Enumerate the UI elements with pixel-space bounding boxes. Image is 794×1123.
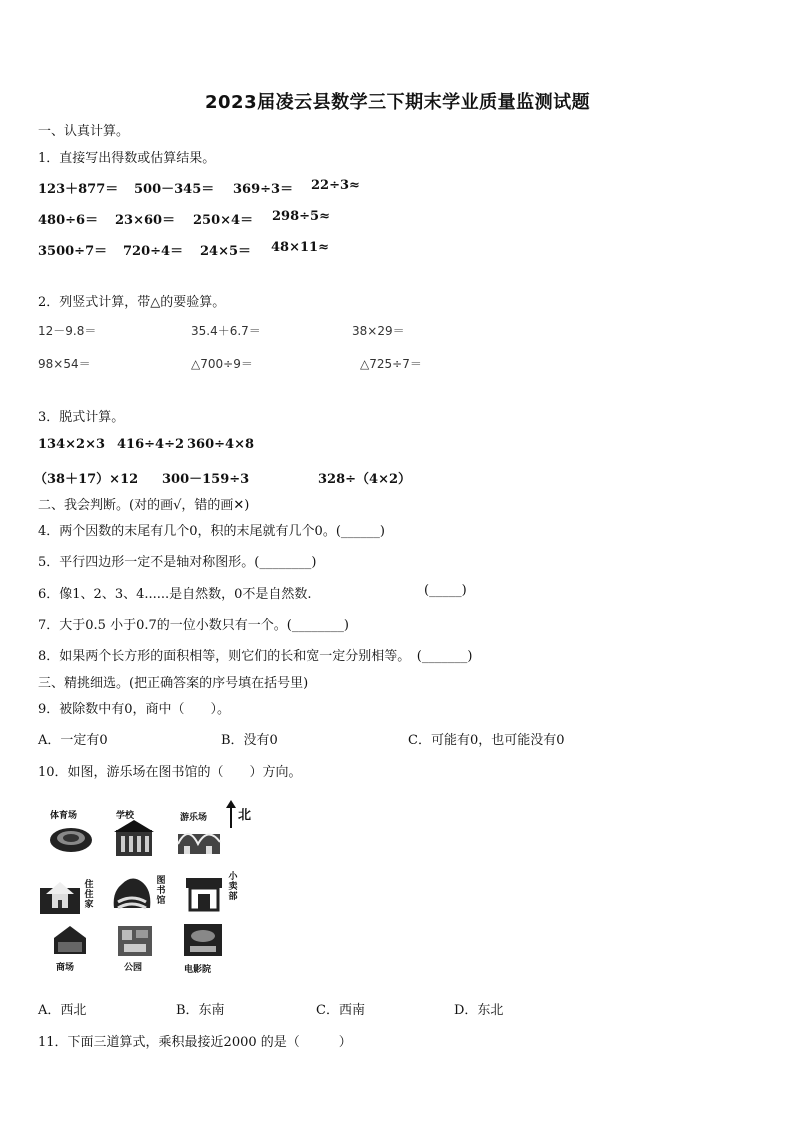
library-label: 图书馆 xyxy=(156,876,166,906)
calc-item: 250×4＝ xyxy=(193,213,254,228)
question-1-label: 1．直接写出得数或估算结果。 xyxy=(38,151,216,166)
section-heading-2: 二、我会判断。(对的画√，错的画✕) xyxy=(38,498,250,513)
option-c: C．可能有0，也可能没有0 xyxy=(408,733,565,748)
gym-icon xyxy=(48,818,94,864)
page-title: 2023届凌云县数学三下期末学业质量监测试题 xyxy=(205,92,591,113)
vertical-calc-item: 38×29＝ xyxy=(352,324,405,338)
arrow-head-icon xyxy=(226,800,236,808)
calc-item: 298÷5≈ xyxy=(272,209,330,224)
question-6: 6．像1、2、3、4......是自然数，0不是自然数. xyxy=(38,587,312,602)
option-d: D．东北 xyxy=(454,1003,504,1018)
calc-item: 720÷4＝ xyxy=(123,244,184,259)
question-11: 11．下面三道算式，乘积最接近2000 的是（ ） xyxy=(38,1035,352,1050)
amusement-park-label: 游乐场 xyxy=(180,813,208,823)
north-label: 北 xyxy=(238,808,252,823)
school-icon xyxy=(112,818,158,864)
question-5: 5．平行四边形一定不是轴对称图形。(________) xyxy=(38,555,317,570)
store-icon xyxy=(184,876,230,922)
mixed-calc-item: 360÷4×8 xyxy=(187,437,255,452)
store-label: 小卖部 xyxy=(228,872,238,902)
question-8: 8．如果两个长方形的面积相等，则它们的长和宽一定分别相等。 (_______) xyxy=(38,649,473,664)
school-label: 学校 xyxy=(116,811,135,821)
section-heading-3: 三、精挑细选。(把正确答案的序号填在括号里) xyxy=(38,676,309,691)
gym-label: 体育场 xyxy=(50,811,78,821)
vertical-calc-item: 12－9.8＝ xyxy=(38,324,97,338)
option-a: A．西北 xyxy=(38,1003,87,1018)
mall-label: 商场 xyxy=(56,963,75,973)
calc-item: 24×5＝ xyxy=(200,244,252,259)
mixed-calc-item: 134×2×3 xyxy=(38,437,106,452)
question-9: 9．被除数中有0，商中（ ）。 xyxy=(38,702,231,717)
amusement-park-icon xyxy=(176,820,222,866)
vertical-calc-item: △700÷9＝ xyxy=(191,357,253,371)
answer-blank-6: (_____) xyxy=(424,583,467,598)
vertical-calc-item: △725÷7＝ xyxy=(360,357,422,371)
calc-item: 123＋877＝ xyxy=(38,182,119,197)
calc-item: 22÷3≈ xyxy=(311,178,360,193)
question-4: 4．两个因数的末尾有几个0，积的末尾就有几个0。(______) xyxy=(38,524,385,539)
calc-item: 3500÷7＝ xyxy=(38,244,108,259)
calc-item: 500－345＝ xyxy=(134,182,215,197)
mixed-calc-item: （38＋17）×12 xyxy=(34,472,139,487)
calc-item: 369÷3＝ xyxy=(233,182,294,197)
option-b: B．东南 xyxy=(176,1003,225,1018)
cinema-label: 电影院 xyxy=(184,965,212,975)
mixed-calc-item: 328÷（4×2） xyxy=(318,472,412,487)
calc-item: 480÷6＝ xyxy=(38,213,99,228)
library-icon xyxy=(110,872,156,918)
direction-map-figure xyxy=(40,800,270,980)
question-2-label: 2．列竖式计算，带△的要验算。 xyxy=(38,295,226,310)
vertical-calc-item: 35.4＋6.7＝ xyxy=(191,324,261,338)
calc-item: 48×11≈ xyxy=(271,240,329,255)
option-b: B．没有0 xyxy=(221,733,278,748)
option-c: C．西南 xyxy=(316,1003,365,1018)
question-3-label: 3．脱式计算。 xyxy=(38,410,125,425)
mixed-calc-item: 300－159÷3 xyxy=(162,472,250,487)
calc-item: 23×60＝ xyxy=(115,213,176,228)
vertical-calc-item: 98×54＝ xyxy=(38,357,91,371)
mixed-calc-item: 416÷4÷2 xyxy=(117,437,185,452)
question-7: 7．大于0.5 小于0.7的一位小数只有一个。(________) xyxy=(38,618,349,633)
residence-label: 住住家 xyxy=(84,880,94,910)
section-heading-1: 一、认真计算。 xyxy=(38,124,130,139)
option-a: A．一定有0 xyxy=(38,733,108,748)
question-10: 10．如图，游乐场在图书馆的（ ）方向。 xyxy=(38,765,302,780)
residence-icon xyxy=(40,878,86,924)
park-label: 公园 xyxy=(124,963,143,973)
